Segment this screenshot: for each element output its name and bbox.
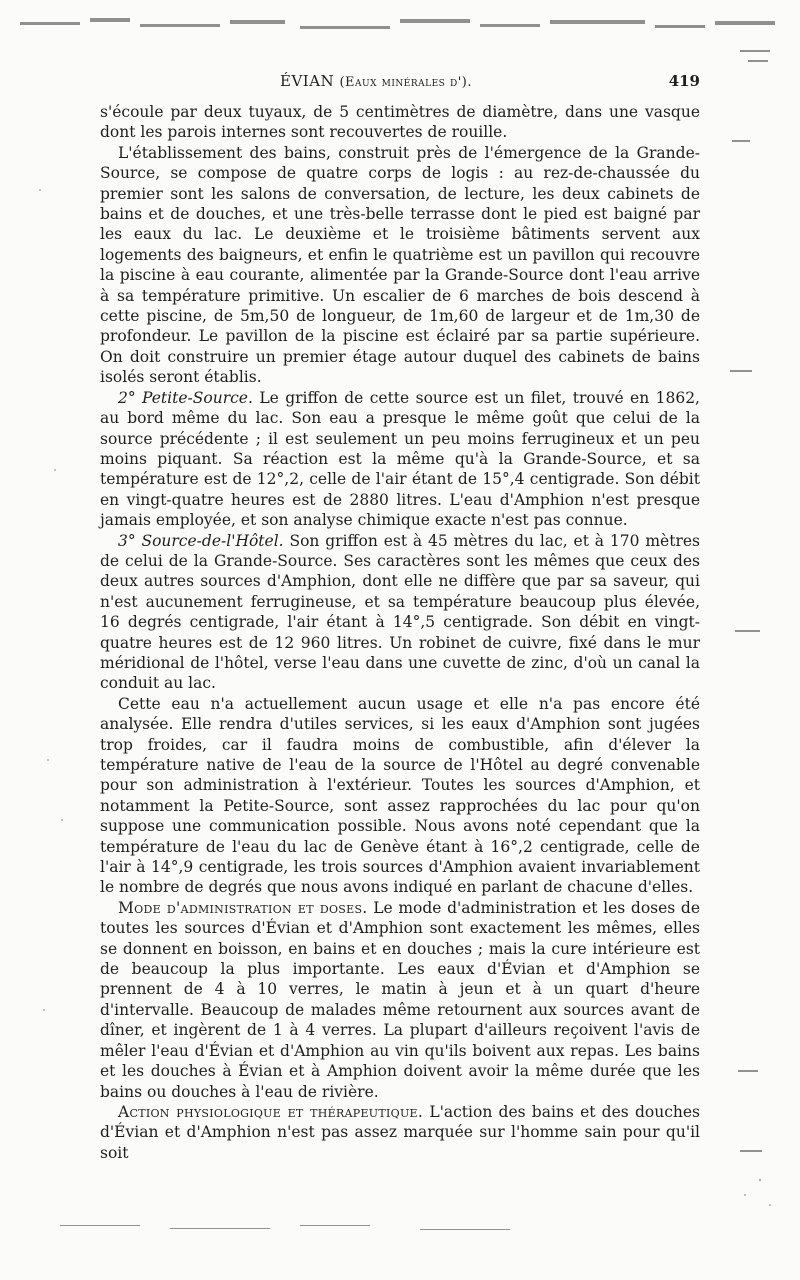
section-heading-action-physiologique: Action physiologique et thérapeutique.	[118, 1102, 424, 1121]
paragraph-source-hotel	[100, 531, 700, 694]
section-heading-mode-administration: Mode d'administration et doses.	[118, 898, 368, 917]
paragraph-text-petite-source: Le griffon de cette source est un filet, trouvé en 1862, au bord même du lac. Son eau a presque le même goût que celui de la source précédente ; il est seulement un peu moins ferrugineux et un peu moins piquant. Sa réaction est la même qu'à la Grande-Source, et sa température est de 12°,2, celle de l'air étant de 15°,4 centigrade. Son débit en vingt-quatre heures est de 2880 litres. L'eau d'Amphion n'est presque jamais employée, et son analyse chimique exacte n'est pas connue.	[100, 388, 700, 530]
running-head-title-main: ÉVIAN	[280, 72, 335, 90]
paragraph-text-source-hotel: Son griffon est à 45 mètres du lac, et à 170 mètres de celui de la Grande-Source. Ses caractères sont les mêmes que ceux des deux autres sources d'Amphion, dont elle ne diffère que par sa saveur, qui n'est aucunement ferrugineuse, et sa température beaucoup plus élevée, 16 degrés centigrade, l'air étant à 14°,5 centigrade. Son débit en vingt-quatre heures est de 12 960 litres. Un robinet de cuivre, fixé dans le mur méridional de l'hôtel, verse l'eau dans une cuvette de zinc, d'où un canal la conduit au lac.	[100, 531, 700, 693]
paragraph-continuation: s'écoule par deux tuyaux, de 5 centimètres de diamètre, dans une vasque dont les parois internes sont recouvertes de rouille.	[100, 103, 700, 142]
paragraph-text-action-physiologique: L'action des bains et des douches d'Évian et d'Amphion n'est pas assez marquée sur l'homme sain pour qu'il soit	[100, 1102, 700, 1162]
page-number: 419	[668, 72, 700, 90]
paragraph-text-mode-administration: Le mode d'administration et les doses de toutes les sources d'Évian et d'Amphion sont exactement les mêmes, elles se donnent en boisson, en bains et en douches ; mais la cure intérieure est de beaucoup la plus importante. Les eaux d'Évian et d'Amphion se prennent de 4 à 10 verres, le matin à jeun et à un quart d'heure d'intervalle. Beaucoup de malades même retournent aux sources avant de dîner, et ingèrent de 1 à 4 verres. La plupart d'ailleurs reçoivent l'avis de mêler l'eau d'Évian et d'Amphion au vin qu'ils boivent aux repas. Les bains et les douches à Évian et à Amphion doivent avoir la même durée que les bains ou douches à l'eau de rivière.	[100, 898, 700, 1101]
paragraph-etablissement: L'établissement des bains, construit près de l'émergence de la Grande-Source, se compose de quatre corps de logis : au rez-de-chaussée du premier sont les salons de conversation, de lecture, les deux cabinets de bains et de douches, et une très-belle terrasse dont le pied est baigné par les eaux du lac. Le deuxième et le troisième bâtiments servent aux logements des baigneurs, et enfin le quatrième est un pavillon qui recouvre la piscine à eau courante, alimentée par la Grande-Source dont l'eau arrive à sa température primitive. Un escalier de 6 marches de bois descend à cette piscine, de 5m,50 de longueur, de 1m,60 de largeur et de 1m,30 de profondeur. Le pavillon de la piscine est éclairé par sa partie supérieure. On doit construire un premier étage autour duquel des cabinets de bains isolés seront établis.	[100, 143, 700, 387]
paragraph-usage: Cette eau n'a actuellement aucun usage et elle n'a pas encore été analysée. Elle rendra d'utiles services, si les eaux d'Amphion sont jugées trop froides, car il faudra moins de combustible, afin d'élever la température native de l'eau de la source de l'Hôtel au degré convenable pour son administration à l'extérieur. Toutes les sources d'Amphion, et notamment la Petite-Source, sont assez rapprochées du lac pour qu'on suppose une communication possible. Nous avons noté cependant que la température de l'eau du lac de Genève étant à 16°,2 centigrade, celle de l'air à 14°,9 centigrade, les trois sources d'Amphion avaient invariablement le nombre de degrés que nous avons indiqué en parlant de chacune d'elles.	[100, 694, 700, 897]
paragraph-petite-source	[100, 388, 700, 531]
body-text	[100, 102, 700, 1163]
paragraph-mode-administration	[100, 898, 700, 1102]
running-head	[100, 72, 700, 92]
section-label-petite-source: 2° Petite-Source.	[118, 388, 253, 407]
section-label-source-hotel: 3° Source-de-l'Hôtel.	[118, 531, 284, 550]
running-head-title-sub: (Eaux minérales d').	[339, 75, 472, 90]
paragraph-action-physiologique	[100, 1102, 700, 1163]
running-head-title	[280, 72, 472, 90]
